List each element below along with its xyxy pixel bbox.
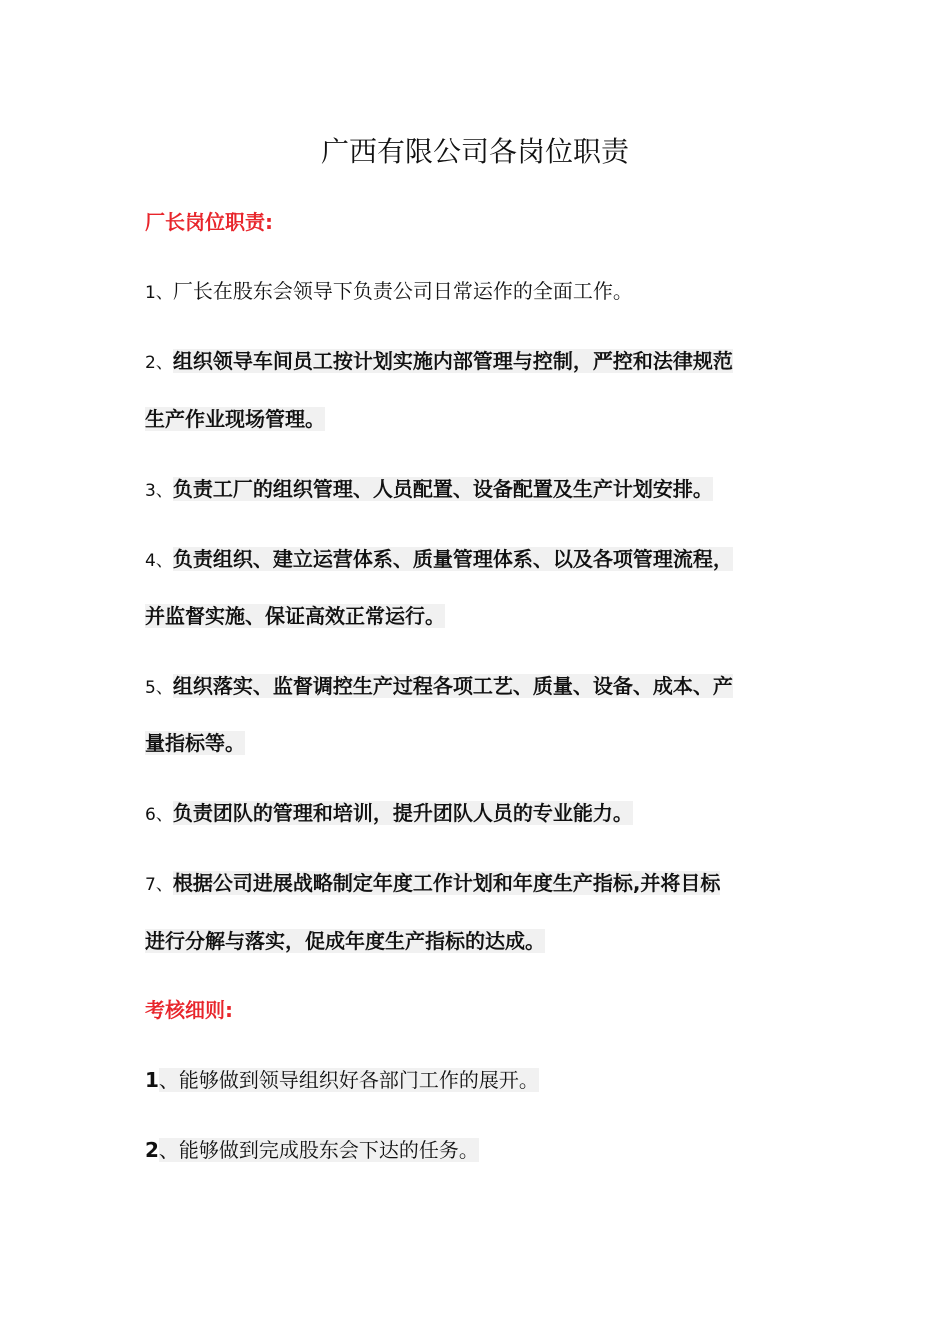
duty-item-4 bbox=[145, 543, 733, 575]
assessment-item-1 bbox=[145, 1064, 539, 1096]
duty-item-5 bbox=[145, 670, 733, 702]
item-text: 负责团队的管理和培训，提升团队人员的专业能力。 bbox=[172, 801, 633, 825]
item-text: 负责工厂的组织管理、人员配置、设备配置及生产计划安排。 bbox=[172, 477, 713, 501]
item-number: 4、 bbox=[145, 551, 173, 571]
item-number: 6、 bbox=[145, 805, 173, 825]
assessment-item-2 bbox=[145, 1134, 479, 1166]
section-heading-factory-director: 厂长岗位职责: bbox=[145, 210, 273, 234]
duty-item-7 bbox=[145, 867, 720, 899]
duty-item-4-continuation bbox=[145, 600, 445, 632]
item-number: 2、 bbox=[145, 353, 173, 373]
item-number: 3、 bbox=[145, 481, 173, 501]
item-number: 7、 bbox=[145, 875, 173, 895]
item-text: 生产作业现场管理。 bbox=[145, 407, 325, 431]
item-text: 组织落实、监督调控生产过程各项工艺、质量、设备、成本、产 bbox=[172, 674, 733, 698]
duty-item-7-continuation bbox=[145, 925, 545, 957]
item-text: 组织领导车间员工按计划实施内部管理与控制，严控和法律规范 bbox=[172, 349, 733, 373]
duty-item-5-continuation bbox=[145, 727, 245, 759]
item-number: 5、 bbox=[145, 678, 173, 698]
item-text: 量指标等。 bbox=[145, 731, 245, 755]
duty-item-2 bbox=[145, 345, 733, 377]
document-title: 广西有限公司各岗位职责 bbox=[320, 135, 629, 168]
item-number: 2 bbox=[145, 1138, 159, 1162]
duty-item-1 bbox=[145, 275, 633, 307]
item-text: 、能够做到领导组织好各部门工作的展开。 bbox=[158, 1068, 539, 1092]
section-heading-assessment-rules: 考核细则: bbox=[145, 998, 233, 1022]
duty-item-6 bbox=[145, 797, 633, 829]
item-text: 负责组织、建立运营体系、质量管理体系、以及各项管理流程， bbox=[172, 547, 733, 571]
item-number: 1、 bbox=[145, 283, 173, 303]
item-number: 1 bbox=[145, 1068, 159, 1092]
item-text: 、能够做到完成股东会下达的任务。 bbox=[158, 1138, 479, 1162]
item-text: 根据公司进展战略制定年度工作计划和年度生产指标,并将目标 bbox=[172, 871, 721, 895]
duty-item-2-continuation bbox=[145, 403, 325, 435]
duty-item-3 bbox=[145, 473, 713, 505]
item-text: 并监督实施、保证高效正常运行。 bbox=[145, 604, 445, 628]
item-text: 进行分解与落实，促成年度生产指标的达成。 bbox=[145, 929, 545, 953]
item-text: 厂长在股东会领导下负责公司日常运作的全面工作。 bbox=[172, 279, 633, 303]
